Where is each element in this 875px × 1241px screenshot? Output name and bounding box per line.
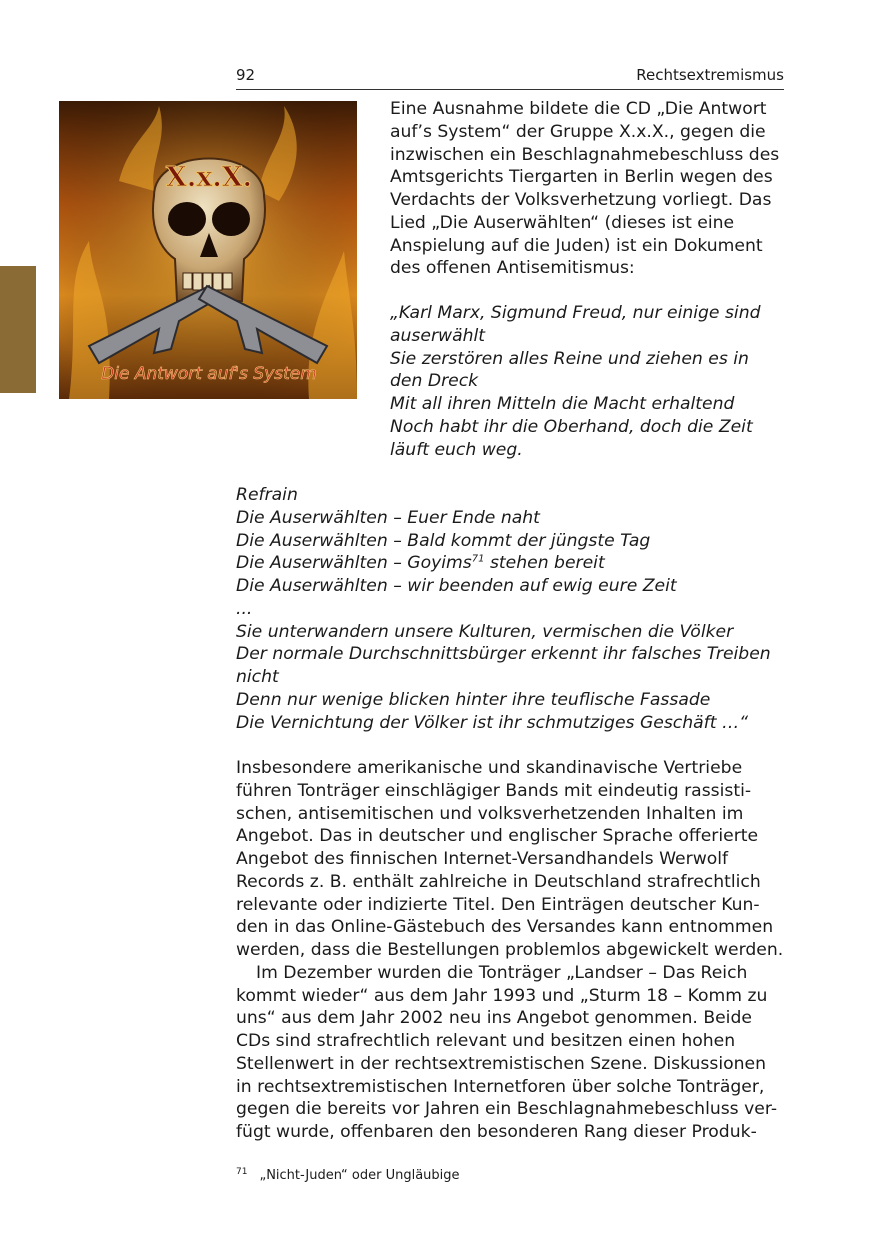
- lyrics-refrain: Refrain Die Auserwählten – Euer Ende naht Die Auserwählten – Bald kommt der jüngste Tag Die Auserwählten – Goyims$^{71}$ stehen bereit Die Auserwählten – wir beenden auf ewig eure Zeit ... Sie unterwandern unsere Kulturen, vermischen die Völker Der normale Durchschnittsbürger erkennt ihr falsches Treiben nicht Denn nur wenige blicken hinter ihre teuflische Fassade Die Vernichtung der Völker ist ihr schmutziges Geschäft …“: [236, 485, 771, 733]
- footnote-text: „Nicht-Juden“ oder Ungläubige: [259, 1168, 460, 1183]
- page-number: 92: [236, 66, 256, 84]
- lyrics-quote: „Karl Marx, Sigmund Freud, nur einige sind auserwählt Sie zerstören alles Reine und ziehen es in den Dreck Mit all ihren Mitteln die Macht erhaltend Noch habt ihr die Oberhand, doch die Zeit läuft euch weg.: [390, 303, 761, 460]
- cd-cover-image: [59, 101, 357, 399]
- header-rule: [236, 89, 784, 90]
- svg-text:Die Antwort auf's System: Die Antwort auf's System: [101, 364, 317, 384]
- running-title: Rechtsextremismus: [636, 66, 784, 84]
- footnote-mark: 71: [236, 1167, 248, 1177]
- intro-paragraph: Eine Ausnahme bildete die CD „Die Antwort auf’s System“ der Gruppe X.x.X., gegen die inzwischen ein Beschlagnahmebeschluss des Amtsgerichts Tiergarten in Berlin wegen des Verdachts der Volksverhetzung vorliegt. Das Lied „Die Auserwählten“ (dieses ist eine Anspielung auf die Juden) ist ein Dokument des offenen Antisemitismus:: [390, 99, 780, 279]
- chapter-tab-marker: [0, 266, 36, 393]
- footnote-reference[interactable]: 71: [471, 553, 485, 565]
- footnote: [236, 1167, 460, 1183]
- body-text: Insbesondere amerikanische und skandinavische Vertriebe führen Tonträger einschlägiger Bands mit eindeutig rassisti- schen, antisemitischen und volksverhetzenden Inhalten im Angebot. Das in deutscher und englischer Sprache offerierte Angebot des finnischen Internet-Versandhandels Werwolf Records z. B. enthält zahlreiche in Deutschland strafrechtlich relevante oder indizierte Titel. Den Einträgen deutscher Kun- den in das Online-Gästebuch des Versandes kann entnommen werden, dass die Bestellungen problemlos abgewickelt werden. Im Dezember wurden die Tonträger „Landser – Das Reich kommt wieder“ aus dem Jahr 1993 und „Sturm 18 – Komm zu uns“ aus dem Jahr 2002 neu ins Angebot genommen. Beide CDs sind strafrechtlich relevant und besitzen einen hohen Stellenwert in der rechtsextremistischen Szene. Diskussionen in rechtsextremistischen Internetforen über solche Tonträger, gegen die bereits vor Jahren ein Beschlagnahmebeschluss ver- fügt wurde, offenbaren den besonderen Rang dieser Produk-: [236, 758, 784, 1142]
- svg-text:X.x.X.: X.x.X.: [165, 162, 253, 193]
